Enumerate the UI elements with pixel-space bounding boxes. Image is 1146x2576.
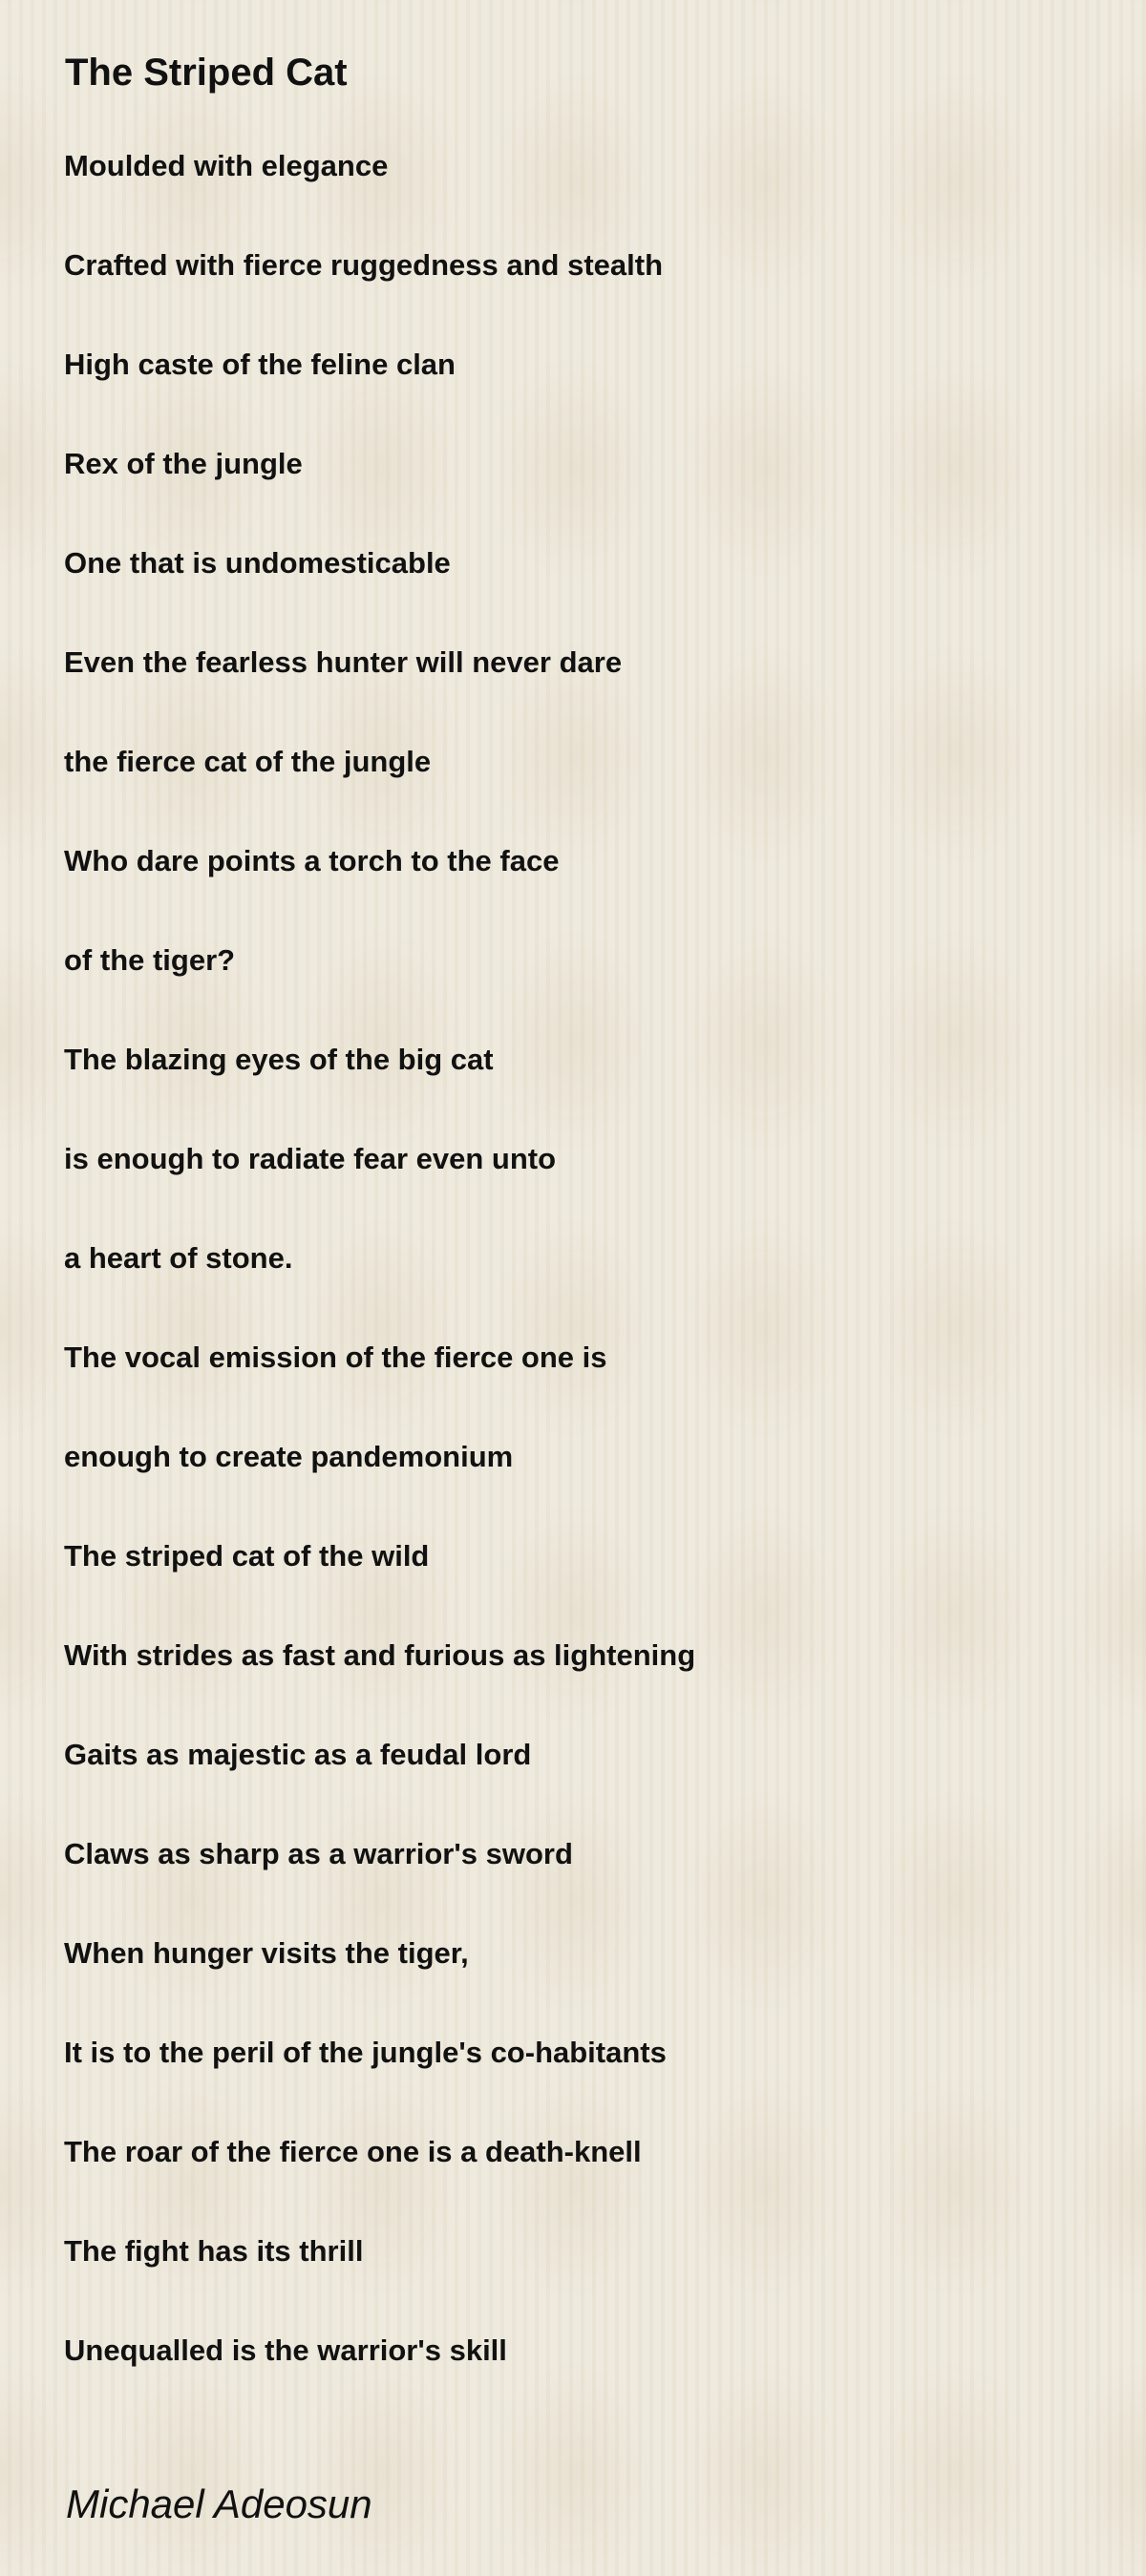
poem-line: a heart of stone. [64, 1241, 293, 1275]
poem-line: Crafted with fierce ruggedness and stealth [64, 248, 664, 282]
poem-line: The striped cat of the wild [64, 1539, 430, 1573]
poem-line: of the tiger? [64, 943, 236, 977]
poem-line: enough to create pandemonium [64, 1440, 514, 1473]
poem-line: With strides as fast and furious as lightening [64, 1638, 696, 1672]
poem-line: The fight has its thrill [64, 2234, 364, 2268]
poem-line: The blazing eyes of the big cat [64, 1043, 494, 1076]
poem-author: Michael Adeosun [66, 2481, 372, 2526]
poem-line: Unequalled is the warrior's skill [64, 2333, 507, 2367]
poem-line: The roar of the fierce one is a death-knell [64, 2135, 642, 2168]
poem-line: High caste of the feline clan [64, 348, 456, 381]
poem-line: the fierce cat of the jungle [64, 745, 432, 778]
poem-line: The vocal emission of the fierce one is [64, 1341, 607, 1374]
poem-line: It is to the peril of the jungle's co-habitants [64, 2036, 667, 2069]
poem-line: Who dare points a torch to the face [64, 844, 560, 877]
poem-line: One that is undomesticable [64, 546, 451, 580]
poem-line: When hunger visits the tiger, [64, 1936, 469, 1970]
poem-line: Gaits as majestic as a feudal lord [64, 1738, 532, 1771]
poem-line: Even the fearless hunter will never dare [64, 645, 623, 679]
poem-title: The Striped Cat [65, 52, 348, 94]
poem-line: Rex of the jungle [64, 447, 303, 480]
poem-line: Claws as sharp as a warrior's sword [64, 1837, 573, 1870]
poem-line: is enough to radiate fear even unto [64, 1142, 557, 1175]
poem-lines [64, 147, 695, 2431]
poem-line: Moulded with elegance [64, 149, 389, 182]
